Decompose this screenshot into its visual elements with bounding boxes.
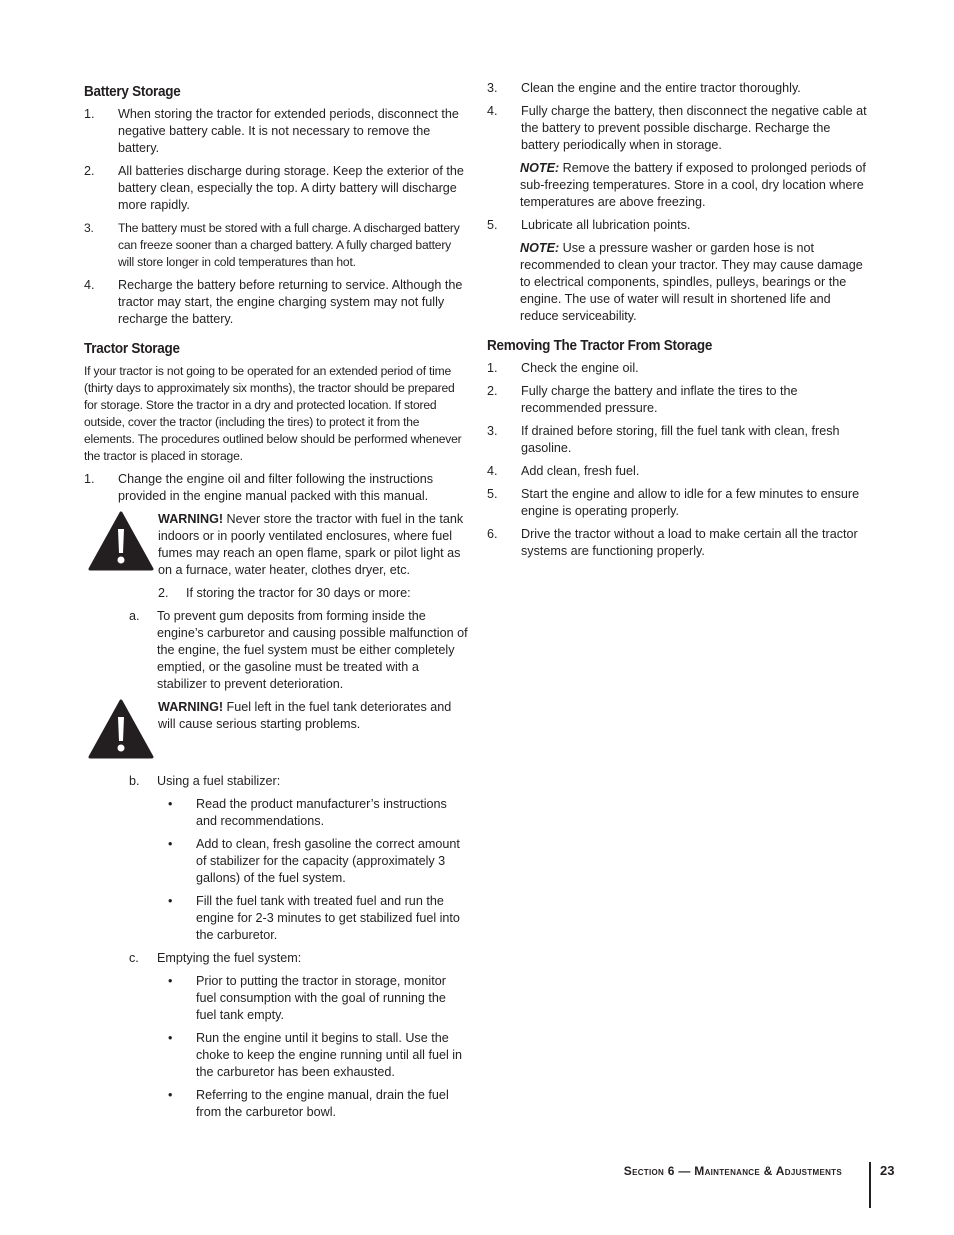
bullet-glyph: •: [168, 1031, 173, 1045]
bullet-text: Read the product manufacturer’s instructions and recommendations.: [196, 797, 447, 828]
sub-item-text: To prevent gum deposits from forming inside the engine’s carburetor and causing possible malfunction of the engine, the fuel system must be either completely emptied, or the gasoline must be treated with a stabilizer to prevent deterioration.: [157, 609, 468, 691]
list-item: [487, 526, 871, 560]
item-text: All batteries discharge during storage. Keep the exterior of the battery clean, especially the top. A dirty battery will discharge more rapidly.: [118, 164, 464, 212]
item-text: Fully charge the battery and inflate the tires to the recommended pressure.: [521, 384, 798, 415]
note-body: Use a pressure washer or garden hose is not recommended to clean your tractor. They may cause damage to electrical components, spindles, pulleys, bearings or the engine. The use of water will result in shortened life and reduce serviceability.: [520, 241, 863, 323]
bullet-text: Run the engine until it begins to stall. Use the choke to keep the engine running until all fuel in the carburetor has been exhausted.: [196, 1031, 463, 1079]
item-number: 5.: [487, 487, 498, 501]
item-number: 6.: [487, 527, 498, 541]
section-title: Section 6 — Maintenance & Adjustments: [623, 1164, 842, 1178]
list-item: [487, 103, 871, 154]
item-text: Drive the tractor without a load to make certain all the tractor systems are functioning properly.: [521, 527, 858, 558]
warning-text: [158, 511, 468, 579]
item-text: If storing the tractor for 30 days or more:: [186, 586, 411, 600]
warning-triangle-icon: [84, 699, 158, 759]
bullet-text: Referring to the engine manual, drain the fuel from the carburetor bowl.: [196, 1088, 449, 1119]
sub-item-b: [84, 773, 468, 790]
page-footer: [0, 1162, 954, 1208]
list-item: [84, 163, 468, 214]
bullet-text: Prior to putting the tractor in storage, monitor fuel consumption with the goal of running the fuel tank empty.: [196, 974, 446, 1022]
warning-body: Fuel left in the fuel tank deteriorates and will cause serious starting problems.: [158, 700, 452, 731]
bullet-item: [84, 973, 468, 1024]
footer-divider: [869, 1162, 871, 1208]
note-label: NOTE:: [520, 241, 560, 255]
bullet-glyph: •: [168, 1088, 173, 1102]
warning-triangle-icon: [84, 511, 158, 571]
item-text: Fully charge the battery, then disconnect the negative cable at the battery to prevent possible discharge. Recharge the battery periodically when in storage.: [521, 104, 867, 152]
item-number: 2.: [158, 586, 169, 600]
bullet-item: [84, 1030, 468, 1081]
item-text: When storing the tractor for extended periods, disconnect the negative battery cable. It is not necessary to remove the battery.: [118, 107, 459, 155]
list-item: [84, 106, 468, 157]
item-text: Lubricate all lubrication points.: [521, 218, 691, 232]
item-text: The battery must be stored with a full charge. A discharged battery can freeze sooner than a charged battery. A fully charged battery will store longer in cold temperatures than hot.: [118, 221, 460, 269]
removing-heading: Removing The Tractor From Storage: [487, 337, 713, 354]
list-item: [487, 217, 871, 234]
note-pressure-washer: [520, 240, 871, 325]
bullet-item: [84, 836, 468, 887]
warning-label: WARNING!: [158, 512, 224, 526]
item-text: Change the engine oil and filter following the instructions provided in the engine manual packed with this manual.: [118, 472, 434, 503]
item-text: If drained before storing, fill the fuel tank with clean, fresh gasoline.: [521, 424, 840, 455]
item-number: 3.: [84, 221, 94, 235]
item-text: Start the engine and allow to idle for a few minutes to ensure engine is operating properly.: [521, 487, 860, 518]
list-item: [487, 80, 871, 97]
battery-storage-heading: Battery Storage: [84, 83, 181, 100]
left-column: [84, 80, 468, 1127]
warning-fuel-indoors: [84, 511, 468, 579]
bullet-item: [84, 796, 468, 830]
right-column: [487, 80, 871, 566]
list-item: [487, 463, 871, 480]
bullet-text: Fill the fuel tank with treated fuel and run the engine for 2-3 minutes to get stabilized fuel into the carburetor.: [196, 894, 460, 942]
list-item: [487, 360, 871, 377]
list-item: [84, 471, 468, 505]
bullet-glyph: •: [168, 837, 173, 851]
list-item: [487, 423, 871, 457]
bullet-glyph: •: [168, 974, 173, 988]
warning-fuel-deteriorates: [84, 699, 468, 759]
sub-item-a: [84, 608, 468, 693]
note-label: NOTE:: [520, 161, 560, 175]
list-item: [487, 486, 871, 520]
sub-item-text: Emptying the fuel system:: [157, 951, 302, 965]
sub-item-c: [84, 950, 468, 967]
list-item: [84, 220, 468, 271]
item-number: 3.: [487, 81, 498, 95]
warning-body: Never store the tractor with fuel in the tank indoors or in poorly ventilated enclosures, where fuel fumes may reach an open flame, spark or pilot light as on a furnace, water heater, clothes dryer, etc.: [158, 512, 464, 577]
warning-label: WARNING!: [158, 700, 224, 714]
item-number: 1.: [84, 107, 95, 121]
bullet-text: Add to clean, fresh gasoline the correct amount of stabilizer for the capacity (approximately 3 gallons) of the fuel system.: [196, 837, 460, 885]
note-battery-freezing: [520, 160, 871, 211]
item-number: 3.: [487, 424, 498, 438]
sub-item-letter: c.: [129, 951, 139, 965]
item-text: Add clean, fresh fuel.: [521, 464, 640, 478]
sub-item-letter: a.: [129, 609, 140, 623]
sub-item-letter: b.: [129, 774, 140, 788]
item-text: Check the engine oil.: [521, 361, 639, 375]
tractor-storage-heading: Tractor Storage: [84, 340, 180, 357]
list-item: [84, 585, 468, 602]
sub-item-text: Using a fuel stabilizer:: [157, 774, 281, 788]
item-number: 2.: [84, 164, 95, 178]
list-item: [84, 277, 468, 328]
list-item: [487, 383, 871, 417]
note-body: Remove the battery if exposed to prolonged periods of sub-freezing temperatures. Store in a cool, dry location where temperatures are above freezing.: [520, 161, 866, 209]
bullet-glyph: •: [168, 894, 173, 908]
page-number: 23: [880, 1163, 895, 1178]
item-number: 4.: [487, 464, 498, 478]
item-number: 4.: [487, 104, 498, 118]
item-number: 1.: [487, 361, 498, 375]
item-number: 5.: [487, 218, 498, 232]
warning-text: [158, 699, 468, 759]
bullet-item: [84, 1087, 468, 1121]
item-text: Recharge the battery before returning to service. Although the tractor may start, the engine charging system may not fully recharge the battery.: [118, 278, 463, 326]
bullet-glyph: •: [168, 797, 173, 811]
item-number: 2.: [487, 384, 498, 398]
item-number: 1.: [84, 472, 95, 486]
item-number: 4.: [84, 278, 95, 292]
bullet-item: [84, 893, 468, 944]
item-text: Clean the engine and the entire tractor thoroughly.: [521, 81, 801, 95]
tractor-storage-intro: If your tractor is not going to be operated for an extended period of time (thirty days to approximately six months), the tractor should be prepared for storage. Store the tractor in a dry and protected location. If stored outside, cover the tractor (including the tires) to protect it from the elements. The procedures outlined below should be performed whenever the tractor is placed in storage.: [84, 364, 462, 463]
